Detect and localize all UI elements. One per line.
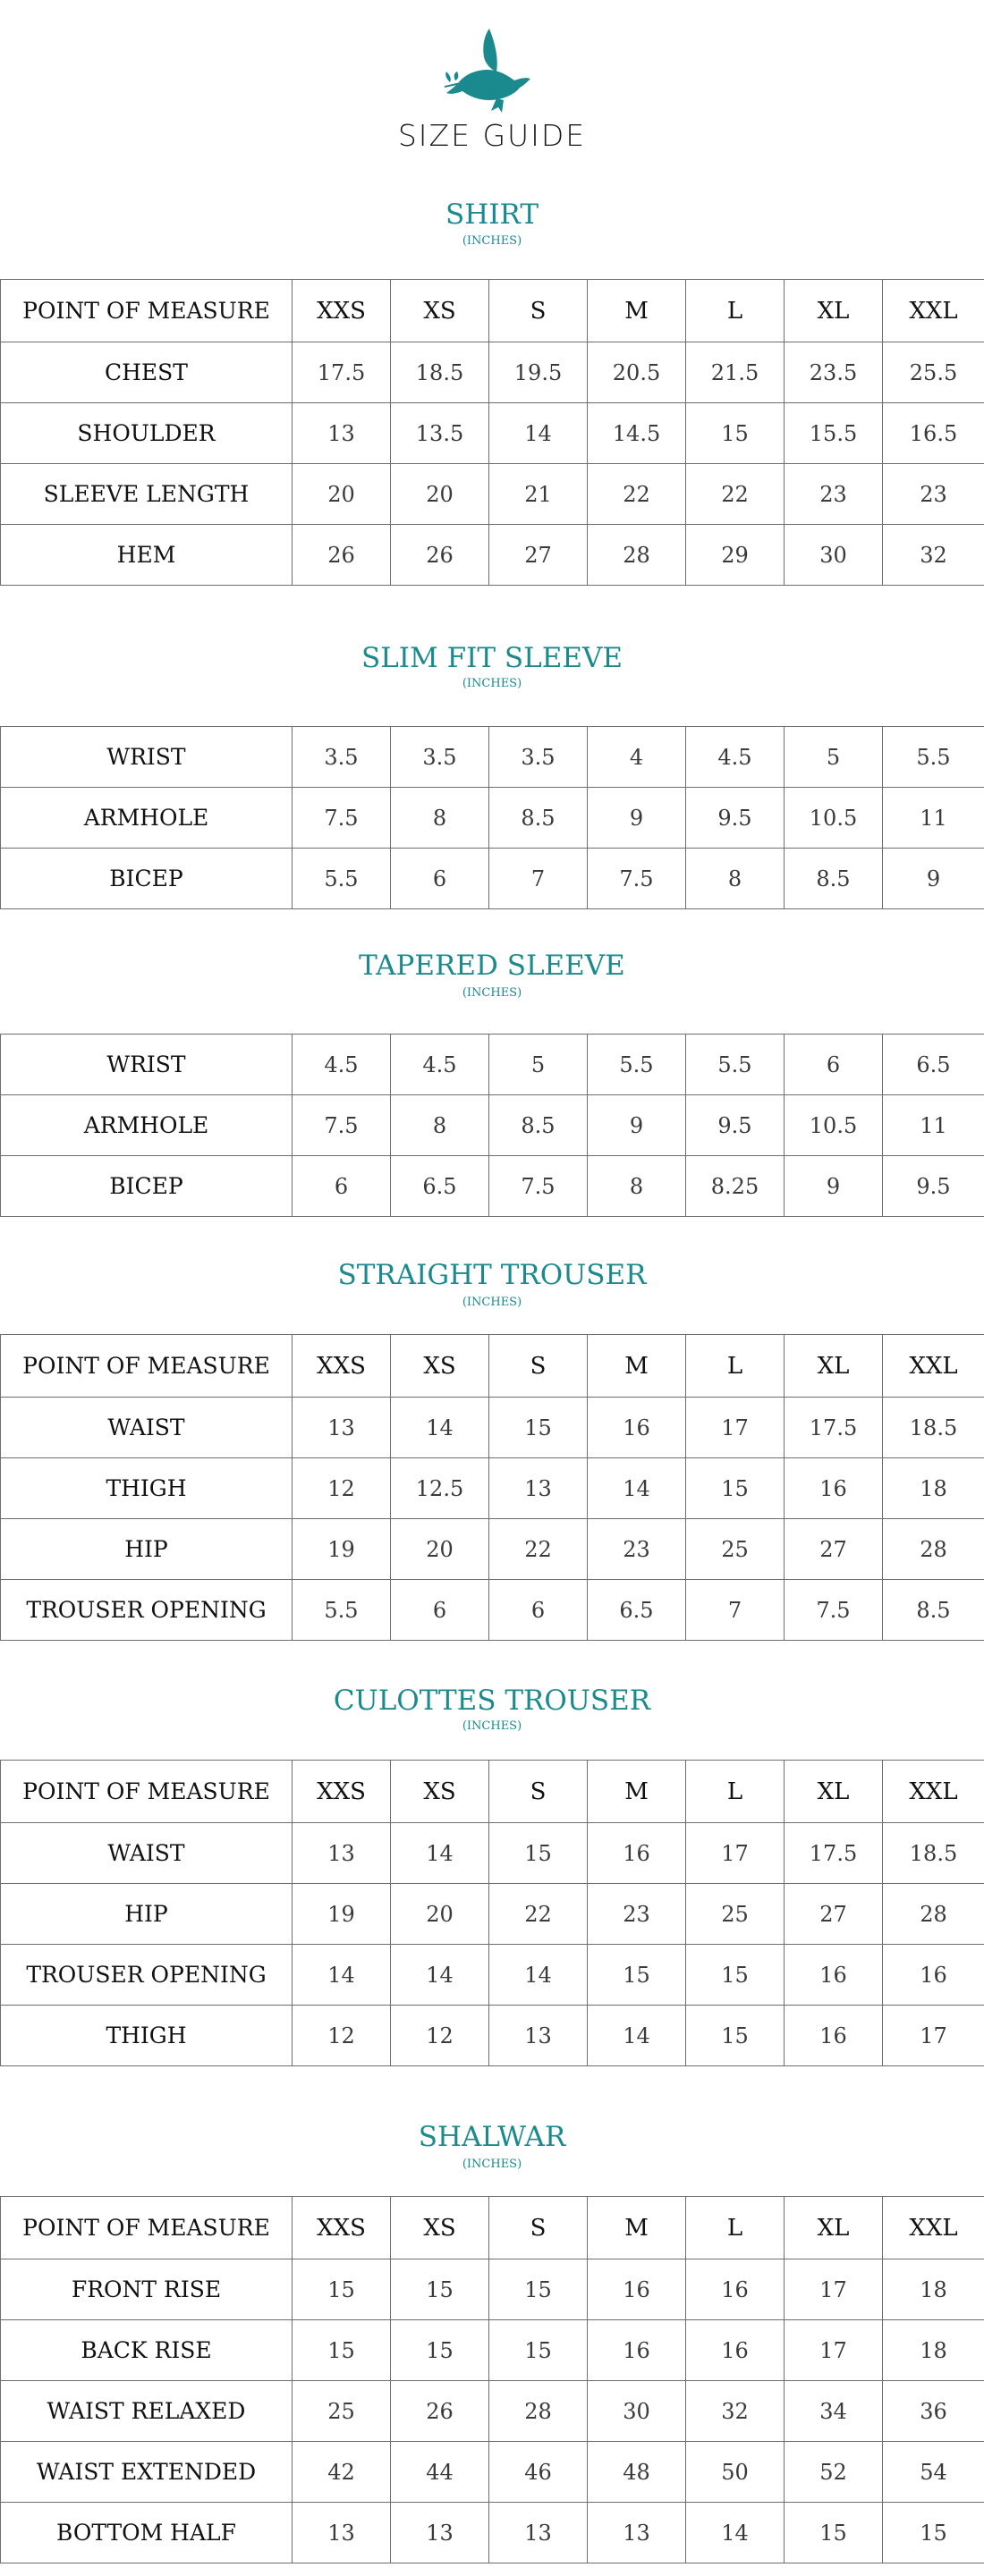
- measure-value: 23: [588, 1519, 686, 1580]
- section-unit: (INCHES): [462, 677, 522, 690]
- table-row: [1, 2006, 984, 2066]
- table-header-row: [1, 1761, 984, 1823]
- measure-value: 8: [391, 788, 489, 849]
- table-row: [1, 1945, 984, 2006]
- table-row: [1, 2259, 984, 2320]
- measure-label: TROUSER OPENING: [1, 1580, 293, 1641]
- measure-label: THIGH: [1, 1458, 293, 1519]
- measure-value: 7.5: [588, 849, 686, 909]
- measure-value: 27: [785, 1884, 883, 1945]
- measure-label: CHEST: [1, 342, 293, 403]
- measure-value: 23: [785, 464, 883, 525]
- measure-value: 26: [391, 525, 489, 586]
- measure-value: 20: [391, 1884, 489, 1945]
- table-row: [1, 1519, 984, 1580]
- measure-value: 16: [686, 2259, 785, 2320]
- measure-value: 16: [785, 1458, 883, 1519]
- measure-value: 22: [489, 1884, 588, 1945]
- table-row: [1, 1823, 984, 1884]
- measure-value: 3.5: [489, 727, 588, 788]
- measure-value: 9.5: [686, 1095, 785, 1156]
- measure-value: 50: [686, 2442, 785, 2503]
- measure-value: 15: [883, 2503, 984, 2563]
- measure-label: WAIST EXTENDED: [1, 2442, 293, 2503]
- header-size: XL: [785, 1335, 883, 1398]
- header-size: XXL: [883, 280, 984, 342]
- measure-label: TROUSER OPENING: [1, 1945, 293, 2006]
- measure-value: 18.5: [883, 1398, 984, 1458]
- measure-label: ARMHOLE: [1, 1095, 293, 1156]
- measure-label: WAIST RELAXED: [1, 2381, 293, 2442]
- size-table-shirt: [0, 279, 984, 586]
- measure-value: 17.5: [293, 342, 391, 403]
- measure-value: 13: [293, 1823, 391, 1884]
- measure-value: 16.5: [883, 403, 984, 464]
- measure-value: 16: [588, 2259, 686, 2320]
- table-row: [1, 1095, 984, 1156]
- table-row: [1, 1884, 984, 1945]
- measure-value: 23.5: [785, 342, 883, 403]
- measure-value: 8: [391, 1095, 489, 1156]
- header-size: XXS: [293, 1335, 391, 1398]
- measure-value: 15: [686, 1945, 785, 2006]
- measure-value: 16: [588, 2320, 686, 2381]
- measure-value: 18: [883, 2320, 984, 2381]
- measure-label: SLEEVE LENGTH: [1, 464, 293, 525]
- size-table-slim-fit-sleeve: [0, 726, 984, 909]
- measure-value: 18.5: [391, 342, 489, 403]
- measure-value: 8: [588, 1156, 686, 1217]
- measure-value: 16: [588, 1398, 686, 1458]
- section-title-slim-fit-sleeve: SLIM FIT SLEEVE: [361, 642, 623, 674]
- measure-value: 28: [489, 2381, 588, 2442]
- measure-value: 9.5: [883, 1156, 984, 1217]
- measure-value: 17: [785, 2320, 883, 2381]
- dove-with-olive-branch-icon: [443, 25, 541, 114]
- table-row: [1, 1398, 984, 1458]
- measure-value: 22: [588, 464, 686, 525]
- measure-label: WRIST: [1, 1035, 293, 1095]
- measure-value: 27: [785, 1519, 883, 1580]
- section-title-shirt: SHIRT: [445, 198, 539, 231]
- measure-label: WRIST: [1, 727, 293, 788]
- header-size: XL: [785, 280, 883, 342]
- measure-value: 8: [686, 849, 785, 909]
- measure-value: 10.5: [785, 1095, 883, 1156]
- section-title-tapered-sleeve: TAPERED SLEEVE: [359, 950, 625, 982]
- measure-value: 13: [293, 1398, 391, 1458]
- measure-value: 20: [293, 464, 391, 525]
- header-size: XL: [785, 1761, 883, 1823]
- header-size: XXS: [293, 2197, 391, 2259]
- measure-value: 17.5: [785, 1398, 883, 1458]
- table-header-row: [1, 2197, 984, 2259]
- measure-value: 13: [293, 403, 391, 464]
- measure-value: 22: [686, 464, 785, 525]
- table-row: [1, 2442, 984, 2503]
- measure-value: 18: [883, 2259, 984, 2320]
- measure-label: THIGH: [1, 2006, 293, 2066]
- measure-label: BICEP: [1, 849, 293, 909]
- measure-value: 42: [293, 2442, 391, 2503]
- measure-value: 13: [489, 2503, 588, 2563]
- measure-value: 7.5: [489, 1156, 588, 1217]
- measure-value: 23: [883, 464, 984, 525]
- measure-value: 11: [883, 1095, 984, 1156]
- measure-value: 30: [588, 2381, 686, 2442]
- measure-value: 34: [785, 2381, 883, 2442]
- measure-value: 23: [588, 1884, 686, 1945]
- measure-value: 5.5: [883, 727, 984, 788]
- measure-value: 6.5: [883, 1035, 984, 1095]
- measure-value: 14: [588, 1458, 686, 1519]
- measure-label: HIP: [1, 1519, 293, 1580]
- measure-value: 5: [785, 727, 883, 788]
- measure-value: 4.5: [686, 727, 785, 788]
- header-size: XS: [391, 1761, 489, 1823]
- measure-value: 7.5: [293, 788, 391, 849]
- measure-value: 17.5: [785, 1823, 883, 1884]
- measure-value: 5.5: [293, 849, 391, 909]
- measure-value: 14: [391, 1945, 489, 2006]
- header-size: XS: [391, 1335, 489, 1398]
- measure-value: 7.5: [785, 1580, 883, 1641]
- measure-value: 15: [489, 2259, 588, 2320]
- table-header-row: [1, 280, 984, 342]
- header-point-of-measure: POINT OF MEASURE: [1, 280, 293, 342]
- measure-value: 15.5: [785, 403, 883, 464]
- measure-value: 25: [686, 1884, 785, 1945]
- header-size: M: [588, 1335, 686, 1398]
- measure-value: 25: [686, 1519, 785, 1580]
- measure-value: 17: [686, 1398, 785, 1458]
- measure-value: 52: [785, 2442, 883, 2503]
- table-row: [1, 2320, 984, 2381]
- measure-value: 4.5: [391, 1035, 489, 1095]
- measure-value: 25.5: [883, 342, 984, 403]
- measure-value: 14: [588, 2006, 686, 2066]
- measure-value: 14: [391, 1398, 489, 1458]
- measure-value: 17: [785, 2259, 883, 2320]
- measure-value: 25: [293, 2381, 391, 2442]
- measure-value: 32: [686, 2381, 785, 2442]
- section-unit: (INCHES): [462, 986, 522, 1000]
- measure-value: 12.5: [391, 1458, 489, 1519]
- table-row: [1, 727, 984, 788]
- measure-value: 5.5: [293, 1580, 391, 1641]
- measure-value: 4.5: [293, 1035, 391, 1095]
- measure-value: 15: [489, 1398, 588, 1458]
- section-unit: (INCHES): [462, 1719, 522, 1733]
- measure-value: 15: [293, 2320, 391, 2381]
- brand-header: [0, 25, 984, 153]
- measure-value: 9: [785, 1156, 883, 1217]
- header-point-of-measure: POINT OF MEASURE: [1, 1761, 293, 1823]
- measure-label: WAIST: [1, 1823, 293, 1884]
- measure-value: 13.5: [391, 403, 489, 464]
- measure-value: 29: [686, 525, 785, 586]
- measure-value: 32: [883, 525, 984, 586]
- measure-value: 28: [588, 525, 686, 586]
- size-table-shalwar: [0, 2196, 984, 2563]
- measure-value: 5: [489, 1035, 588, 1095]
- header-size: XXS: [293, 1761, 391, 1823]
- measure-value: 4: [588, 727, 686, 788]
- measure-value: 7: [489, 849, 588, 909]
- measure-value: 14: [391, 1823, 489, 1884]
- table-row: [1, 464, 984, 525]
- table-row: [1, 849, 984, 909]
- measure-value: 27: [489, 525, 588, 586]
- measure-value: 13: [293, 2503, 391, 2563]
- header-size: XXL: [883, 2197, 984, 2259]
- measure-value: 15: [588, 1945, 686, 2006]
- measure-value: 14: [293, 1945, 391, 2006]
- measure-value: 19.5: [489, 342, 588, 403]
- measure-label: BACK RISE: [1, 2320, 293, 2381]
- measure-label: HIP: [1, 1884, 293, 1945]
- header-size: XXS: [293, 280, 391, 342]
- table-row: [1, 788, 984, 849]
- header-size: XXL: [883, 1761, 984, 1823]
- measure-value: 17: [883, 2006, 984, 2066]
- measure-value: 15: [489, 1823, 588, 1884]
- table-row: [1, 1035, 984, 1095]
- header-size: M: [588, 2197, 686, 2259]
- header-size: M: [588, 280, 686, 342]
- measure-value: 16: [785, 2006, 883, 2066]
- measure-value: 15: [686, 403, 785, 464]
- measure-value: 11: [883, 788, 984, 849]
- table-row: [1, 1580, 984, 1641]
- measure-value: 6: [391, 1580, 489, 1641]
- header-size: L: [686, 280, 785, 342]
- measure-value: 16: [883, 1945, 984, 2006]
- measure-value: 20: [391, 464, 489, 525]
- measure-value: 14: [489, 1945, 588, 2006]
- measure-value: 12: [293, 1458, 391, 1519]
- header-size: S: [489, 1761, 588, 1823]
- measure-value: 22: [489, 1519, 588, 1580]
- measure-value: 14.5: [588, 403, 686, 464]
- measure-value: 5.5: [686, 1035, 785, 1095]
- measure-value: 19: [293, 1519, 391, 1580]
- measure-value: 6: [293, 1156, 391, 1217]
- measure-value: 12: [391, 2006, 489, 2066]
- measure-value: 21.5: [686, 342, 785, 403]
- header-size: XS: [391, 280, 489, 342]
- measure-value: 7.5: [293, 1095, 391, 1156]
- size-table-tapered-sleeve: [0, 1034, 984, 1217]
- size-table-culottes-trouser: [0, 1760, 984, 2066]
- measure-value: 46: [489, 2442, 588, 2503]
- measure-value: 15: [391, 2259, 489, 2320]
- measure-value: 14: [489, 403, 588, 464]
- measure-value: 15: [686, 1458, 785, 1519]
- header-size: L: [686, 2197, 785, 2259]
- measure-label: ARMHOLE: [1, 788, 293, 849]
- measure-label: HEM: [1, 525, 293, 586]
- header-size: L: [686, 1761, 785, 1823]
- measure-value: 26: [293, 525, 391, 586]
- header-point-of-measure: POINT OF MEASURE: [1, 2197, 293, 2259]
- measure-label: FRONT RISE: [1, 2259, 293, 2320]
- measure-value: 6: [489, 1580, 588, 1641]
- table-row: [1, 342, 984, 403]
- measure-label: SHOULDER: [1, 403, 293, 464]
- measure-value: 36: [883, 2381, 984, 2442]
- measure-value: 17: [686, 1823, 785, 1884]
- table-row: [1, 525, 984, 586]
- measure-value: 15: [785, 2503, 883, 2563]
- measure-value: 13: [489, 1458, 588, 1519]
- header-size: S: [489, 280, 588, 342]
- measure-value: 8.25: [686, 1156, 785, 1217]
- measure-value: 9: [588, 1095, 686, 1156]
- measure-value: 30: [785, 525, 883, 586]
- header-point-of-measure: POINT OF MEASURE: [1, 1335, 293, 1398]
- measure-value: 6: [785, 1035, 883, 1095]
- header-size: S: [489, 2197, 588, 2259]
- section-unit: (INCHES): [462, 234, 522, 248]
- section-title-shalwar: SHALWAR: [418, 2121, 566, 2153]
- measure-value: 13: [489, 2006, 588, 2066]
- measure-value: 9: [883, 849, 984, 909]
- table-row: [1, 2381, 984, 2442]
- measure-value: 8.5: [489, 1095, 588, 1156]
- measure-value: 15: [489, 2320, 588, 2381]
- section-title-straight-trouser: STRAIGHT TROUSER: [337, 1259, 647, 1291]
- measure-value: 16: [686, 2320, 785, 2381]
- measure-value: 15: [391, 2320, 489, 2381]
- measure-value: 15: [293, 2259, 391, 2320]
- section-unit: (INCHES): [462, 1296, 522, 1309]
- measure-value: 20: [391, 1519, 489, 1580]
- table-row: [1, 403, 984, 464]
- header-size: M: [588, 1761, 686, 1823]
- measure-value: 3.5: [391, 727, 489, 788]
- measure-value: 14: [686, 2503, 785, 2563]
- table-row: [1, 1458, 984, 1519]
- header-size: L: [686, 1335, 785, 1398]
- measure-value: 9: [588, 788, 686, 849]
- measure-value: 48: [588, 2442, 686, 2503]
- section-unit: (INCHES): [462, 2158, 522, 2171]
- size-table-straight-trouser: [0, 1334, 984, 1641]
- measure-value: 8.5: [785, 849, 883, 909]
- measure-value: 12: [293, 2006, 391, 2066]
- measure-value: 20.5: [588, 342, 686, 403]
- measure-value: 8.5: [489, 788, 588, 849]
- measure-value: 44: [391, 2442, 489, 2503]
- measure-value: 18: [883, 1458, 984, 1519]
- table-header-row: [1, 1335, 984, 1398]
- header-size: XL: [785, 2197, 883, 2259]
- header-size: XS: [391, 2197, 489, 2259]
- measure-value: 13: [391, 2503, 489, 2563]
- measure-value: 16: [785, 1945, 883, 2006]
- header-size: XXL: [883, 1335, 984, 1398]
- measure-value: 21: [489, 464, 588, 525]
- measure-value: 18.5: [883, 1823, 984, 1884]
- measure-value: 6.5: [391, 1156, 489, 1217]
- measure-value: 6: [391, 849, 489, 909]
- section-title-culottes-trouser: CULOTTES TROUSER: [333, 1685, 651, 1717]
- measure-value: 10.5: [785, 788, 883, 849]
- table-row: [1, 1156, 984, 1217]
- measure-value: 28: [883, 1884, 984, 1945]
- measure-value: 7: [686, 1580, 785, 1641]
- measure-value: 6.5: [588, 1580, 686, 1641]
- measure-value: 13: [588, 2503, 686, 2563]
- measure-label: WAIST: [1, 1398, 293, 1458]
- measure-label: BOTTOM HALF: [1, 2503, 293, 2563]
- measure-value: 16: [588, 1823, 686, 1884]
- measure-label: BICEP: [1, 1156, 293, 1217]
- measure-value: 3.5: [293, 727, 391, 788]
- measure-value: 19: [293, 1884, 391, 1945]
- measure-value: 28: [883, 1519, 984, 1580]
- measure-value: 26: [391, 2381, 489, 2442]
- table-row: [1, 2503, 984, 2563]
- measure-value: 5.5: [588, 1035, 686, 1095]
- page-title: SIZE GUIDE: [397, 118, 587, 153]
- measure-value: 8.5: [883, 1580, 984, 1641]
- measure-value: 9.5: [686, 788, 785, 849]
- header-size: S: [489, 1335, 588, 1398]
- measure-value: 54: [883, 2442, 984, 2503]
- measure-value: 15: [686, 2006, 785, 2066]
